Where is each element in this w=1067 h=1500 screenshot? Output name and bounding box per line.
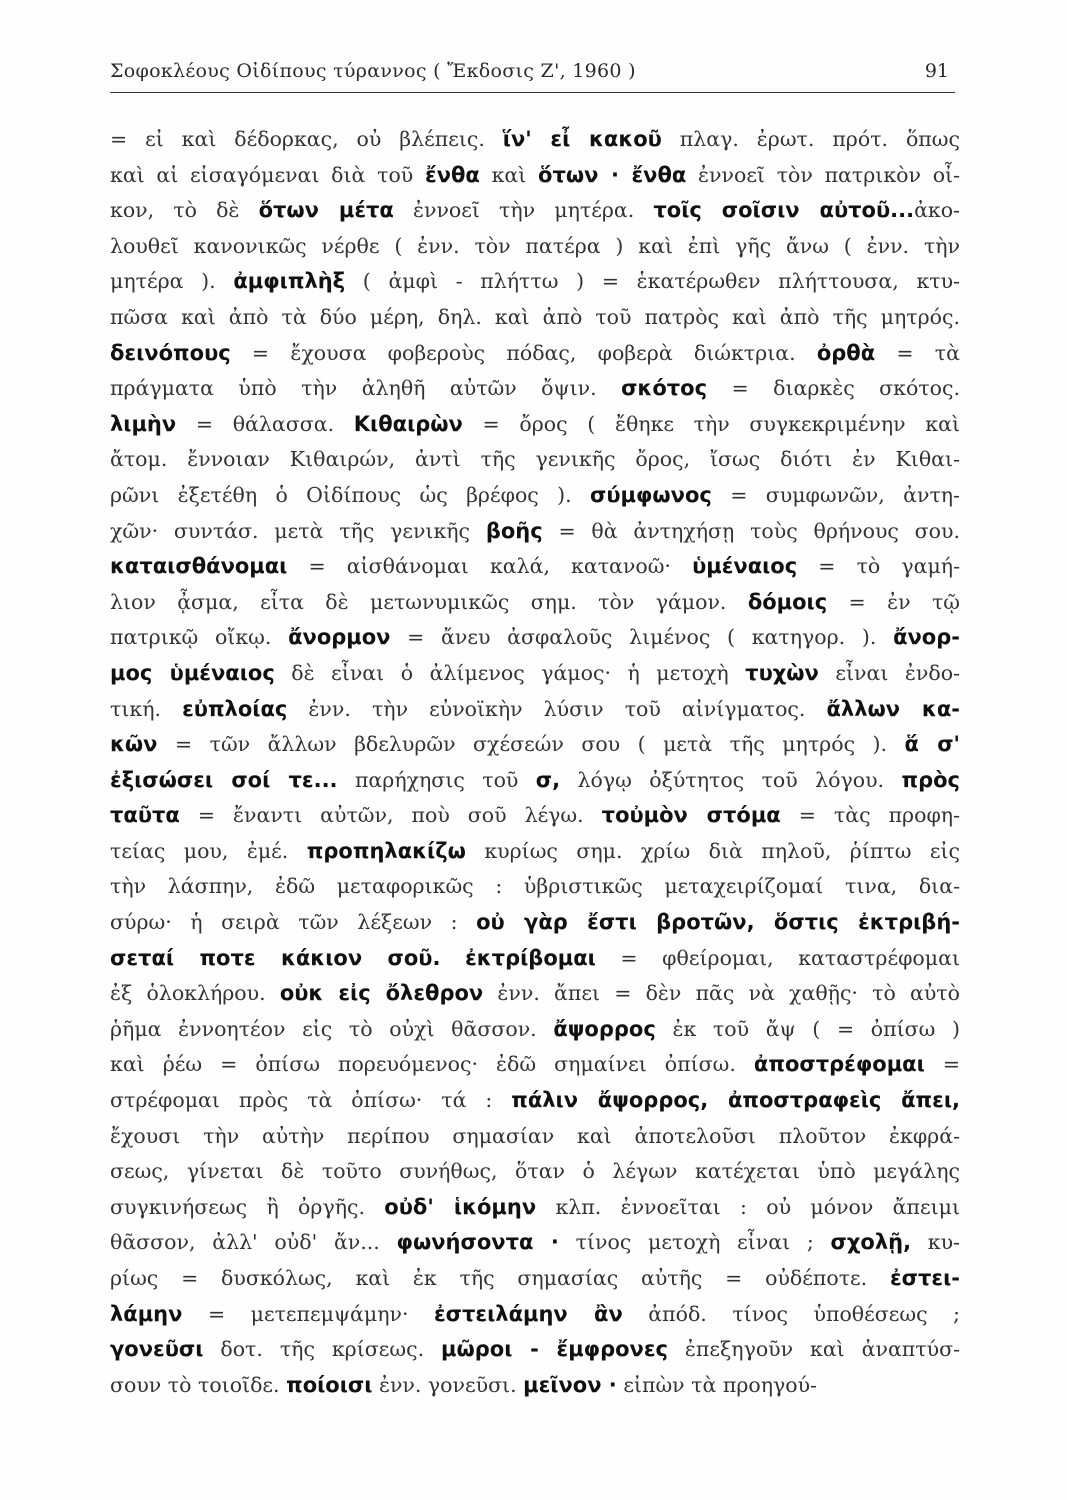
lemma-term: εὐπλοίας (182, 696, 288, 721)
lemma-term: ἄνορμον (288, 625, 391, 650)
text-line (110, 407, 960, 443)
lemma-term: ἐξισώσει σοί τε... (110, 767, 338, 792)
lemma-term: ἔνθα (425, 162, 480, 187)
lemma-term: τοῖς σοῖσιν αὐτοῦ... (653, 198, 915, 223)
lemma-term: σύμφωνος (590, 482, 712, 507)
gloss-text: σεως, γίνεται δὲ τοῦτο συνήθως, ὅταν ὁ λέγων κατέχεται ὑπὸ μεγάλης (110, 1159, 960, 1184)
text-line (110, 549, 960, 585)
lemma-term: τοὐμὸν στόμα (601, 803, 781, 828)
text-line (110, 122, 960, 158)
gloss-text: λόγῳ ὀξύτητος τοῦ λόγου. (560, 767, 902, 792)
text-line (110, 976, 960, 1012)
text-line (110, 371, 960, 407)
gloss-text: κλπ. ἐννοεῖται : οὐ μόνον ἄπειμι (536, 1194, 960, 1219)
lemma-term: καταισθάνομαι (110, 554, 288, 579)
running-title: Σοφοκλέους Οἰδίπους τύραννος ( Ἔκδοσις Ζ', 1960 ) (110, 60, 636, 82)
text-line (110, 585, 960, 621)
gloss-text: ρίως = δυσκόλως, καὶ ἐκ τῆς σημασίας αὐτῆς = οὐδέποτε. (110, 1266, 890, 1290)
gloss-text: ἄτομ. ἔννοιαν Κιθαιρών, ἀντὶ τῆς γενικῆς ὄρος, ἴσως διότι ἐν Κιθαι- (110, 447, 960, 472)
gloss-text: λουθεῖ κανονικῶς νέρθε ( ἐνν. τὸν πατέρα ) καὶ ἐπὶ γῆς ἄνω ( ἐνν. τὴν (110, 233, 960, 258)
lemma-term: ἄνορ- (893, 625, 960, 650)
gloss-text: τική. (110, 696, 183, 721)
text-line (110, 834, 960, 870)
gloss-text: πράγματα ὑπὸ τὴν ἀληθῆ αὐτῶν ὄψιν. (110, 376, 622, 401)
gloss-text: = τὰς προφη- (780, 803, 960, 828)
gloss-text: εἶναι ἐνδο- (818, 660, 960, 685)
lemma-term: σκότος (621, 376, 708, 401)
gloss-text: δὲ εἶναι ὁ ἀλίμενος γάμος· ἡ μετοχὴ (274, 660, 746, 685)
lemma-term: κῶν (110, 732, 158, 757)
gloss-text: πατρικῷ οἴκῳ. (110, 625, 289, 650)
text-line (110, 692, 960, 728)
gloss-text: καὶ αἱ εἰσαγόμεναι διὰ τοῦ (110, 162, 425, 187)
gloss-text: τείας μου, ἐμέ. (110, 838, 307, 863)
gloss-text: ἀκο- (914, 198, 960, 223)
page-number: 91 (924, 60, 949, 82)
text-line (110, 1297, 960, 1333)
text-line (110, 1368, 960, 1404)
gloss-text: = ἄνευ ἀσφαλοῦς λιμένος ( κατηγορ. ). (390, 625, 894, 650)
gloss-text: κυρίως σημ. χρίω διὰ πηλοῦ, ῥίπτω εἰς (465, 838, 960, 863)
lemma-term: ὅτων μέτα (258, 198, 394, 223)
gloss-text: ῥῆμα ἐννοητέον εἰς τὸ οὐχὶ θᾶσσον. (110, 1016, 554, 1041)
text-line (110, 1261, 960, 1297)
gloss-text: = ἔχουσα φοβεροὺς πόδας, φοβερὰ διώκτρια. (230, 340, 817, 365)
lemma-term: φωνήσοντα · (396, 1230, 559, 1255)
gloss-text: τίνος μετοχὴ εἶναι ; (558, 1230, 831, 1255)
lemma-term: λιμὴν (110, 411, 177, 436)
text-line (110, 193, 960, 229)
gloss-text: ( ἀμφὶ - πλήττω ) = ἑκατέρωθεν πλήττουσα, κτυ- (345, 269, 960, 294)
lemma-term: σεταί ποτε κάκιον σοῦ. (110, 945, 441, 970)
gloss-text: πλαγ. ἐρωτ. πρότ. ὅπως (661, 127, 960, 151)
gloss-text: = μετεπεμψάμην· (182, 1301, 434, 1326)
lemma-term: οὐκ εἰς ὄλεθρον (279, 981, 484, 1006)
text-line (110, 158, 960, 194)
gloss-text: = τὰ (875, 340, 960, 365)
lemma-term: λάμην (110, 1301, 183, 1326)
lemma-term: ὅτων · ἔνθα (538, 162, 687, 187)
gloss-text: παρήχησις τοῦ (337, 767, 536, 792)
text-line (110, 869, 960, 905)
gloss-text: = ἐν τῷ (827, 589, 960, 614)
lemma-term: ὑμέναιος (692, 554, 798, 579)
lemma-term: πρὸς (901, 767, 960, 792)
text-line (110, 763, 960, 799)
commentary-text (110, 122, 960, 1403)
gloss-text: ἐνν. γονεῦσι. (372, 1372, 524, 1397)
text-line (110, 442, 960, 478)
gloss-text: = θάλασσα. (176, 411, 354, 436)
gloss-text: ἐνν. τὴν εὐνοϊκὴν λύσιν τοῦ αἰνίγματος. (287, 696, 827, 721)
gloss-text: σουν τὸ τοιοῖδε. (110, 1372, 287, 1397)
gloss-text: ἐνν. ἄπει = δὲν πᾶς νὰ χαθῇς· τὸ αὐτὸ (483, 981, 960, 1006)
gloss-text: ἐννοεῖ τὸν πατρικὸν οἶ- (686, 162, 960, 187)
gloss-text: = συμφωνῶν, ἀντη- (711, 482, 960, 507)
text-line (110, 478, 960, 514)
gloss-text: λιον ᾆσμα, εἶτα δὲ μετωνυμικῶς σημ. τὸν γάμον. (110, 589, 748, 614)
text-line (110, 1083, 960, 1119)
text-line (110, 941, 960, 977)
text-line (110, 264, 960, 300)
lemma-term: σχολῇ, (830, 1230, 912, 1255)
gloss-text: στρέφομαι πρὸς τὰ ὀπίσω· τά : (110, 1088, 512, 1113)
gloss-text: = θὰ ἀντηχήσῃ τοὺς θρήνους σου. (542, 518, 960, 543)
gloss-text: ἀπόδ. τίνος ὑποθέσεως ; (622, 1301, 960, 1326)
gloss-text: κον, τὸ δὲ (110, 198, 259, 223)
gloss-text: ἐννοεῖ τὴν μητέρα. (393, 198, 654, 223)
lemma-term: οὐδ' ἱκόμην (384, 1194, 537, 1219)
lemma-term: ὀρθὰ (816, 340, 876, 365)
lemma-term: δεινόπους (110, 340, 231, 365)
lemma-term: ἵν' εἶ κακοῦ (502, 127, 662, 151)
text-line (110, 1012, 960, 1048)
gloss-text: κυ- (911, 1230, 960, 1255)
gloss-text: μητέρα ). (110, 269, 234, 294)
gloss-text: = φθείρομαι, καταστρέφομαι (595, 945, 960, 970)
gloss-text: = διαρκὲς σκότος. (707, 376, 960, 401)
lemma-term: τυχὼν (745, 660, 819, 685)
text-line (110, 1225, 960, 1261)
lemma-term: ἐστειλάμην ἂν (433, 1301, 623, 1326)
gloss-text: ρῶνι ἐξετέθη ὁ Οἰδίπους ὡς βρέφος ). (110, 482, 591, 507)
gloss-text: ἐπεξηγοῦν καὶ ἀναπτύσ- (668, 1337, 960, 1362)
lemma-term: πάλιν ἄψορρος, ἀποστραφεὶς ἄπει, (511, 1088, 960, 1113)
lemma-term: ἄψορρος (553, 1016, 656, 1041)
gloss-text: = τὸ γαμή- (797, 554, 960, 579)
lemma-term: μῶροι - ἔμφρονες (441, 1337, 668, 1362)
gloss-text: = (924, 1052, 960, 1077)
gloss-text: = αἰσθάνομαι καλά, κατανοῶ· (287, 554, 693, 579)
lemma-term: ἅ σ' (904, 732, 960, 757)
lemma-term: Κιθαιρὼν (353, 411, 463, 436)
text-line (110, 1119, 960, 1155)
gloss-text: ἐξ ὁλοκλήρου. (110, 981, 280, 1006)
gloss-text: δοτ. τῆς κρίσεως. (203, 1337, 442, 1362)
text-line (110, 905, 960, 941)
text-line (110, 229, 960, 265)
gloss-text: πῶσα καὶ ἀπὸ τὰ δύο μέρη, δηλ. καὶ ἀπὸ τοῦ πατρὸς καὶ ἀπὸ τῆς μητρός. (110, 304, 960, 329)
gloss-text: = τῶν ἄλλων βδελυρῶν σχέσεών σου ( μετὰ τῆς μητρός ). (157, 732, 905, 757)
text-line (110, 620, 960, 656)
gloss-text: = εἰ καὶ δέδορκας, οὐ βλέπεις. (110, 127, 503, 151)
lemma-term: σ, (535, 767, 561, 792)
lemma-term: ἄλλων κα- (826, 696, 960, 721)
gloss-text: συγκινήσεως ἢ ὀργῆς. (110, 1194, 385, 1219)
text-line (110, 1047, 960, 1083)
gloss-text: ἐκ τοῦ ἄψ ( = ὀπίσω ) (655, 1016, 960, 1041)
text-line (110, 1154, 960, 1190)
gloss-text: καὶ ῥέω = ὀπίσω πορευόμενος· ἐδῶ σημαίνει ὀπίσω. (110, 1052, 754, 1077)
text-line (110, 1332, 960, 1368)
gloss-text: = ἔναντι αὐτῶν, ποὺ σοῦ λέγω. (179, 803, 602, 828)
text-line (110, 727, 960, 763)
gloss-text: θᾶσσον, ἀλλ' οὐδ' ἄν... (110, 1230, 397, 1255)
lemma-term: μος ὑμέναιος (110, 660, 275, 685)
lemma-term: βοῆς (485, 518, 543, 543)
text-line (110, 336, 960, 372)
gloss-text: σύρω· ἡ σειρὰ τῶν λέξεων : (110, 910, 477, 935)
lemma-term: ταῦτα (110, 803, 180, 828)
lemma-term: μεῖνον · (523, 1372, 617, 1397)
text-line (110, 514, 960, 550)
gloss-text: καὶ (479, 162, 539, 187)
running-head (110, 60, 955, 93)
lemma-term: γονεῦσι (110, 1337, 204, 1362)
gloss-text: εἰπὼν τὰ προηγού- (616, 1372, 817, 1397)
gloss-text: = ὄρος ( ἔθηκε τὴν συγκεκριμένην καὶ (462, 411, 960, 436)
text-line (110, 798, 960, 834)
lemma-term: προπηλακίζω (306, 838, 466, 863)
lemma-term: ποίοισι (286, 1372, 373, 1397)
lemma-term: ἐκτρίβομαι (465, 945, 596, 970)
text-line (110, 656, 960, 692)
lemma-term: δόμοις (747, 589, 828, 614)
lemma-term: οὐ γὰρ ἔστι βροτῶν, ὅστις ἐκτριβή- (476, 910, 960, 935)
gloss-text: τὴν λάσπην, ἐδῶ μεταφορικῶς : ὑβριστικῶς μεταχειρίζομαί τινα, δια- (110, 874, 960, 899)
gloss-text: ἔχουσι τὴν αὐτὴν περίπου σημασίαν καὶ ἀποτελοῦσι πλοῦτον ἐκφρά- (110, 1123, 960, 1148)
text-line (110, 1190, 960, 1226)
lemma-term: ἀποστρέφομαι (753, 1052, 925, 1077)
gloss-text (440, 946, 465, 970)
lemma-term: ἀμφιπλὴξ (233, 269, 346, 294)
lemma-term: ἐστει- (889, 1266, 960, 1290)
text-line (110, 300, 960, 336)
gloss-text: χῶν· συντάσ. μετὰ τῆς γενικῆς (110, 518, 486, 543)
